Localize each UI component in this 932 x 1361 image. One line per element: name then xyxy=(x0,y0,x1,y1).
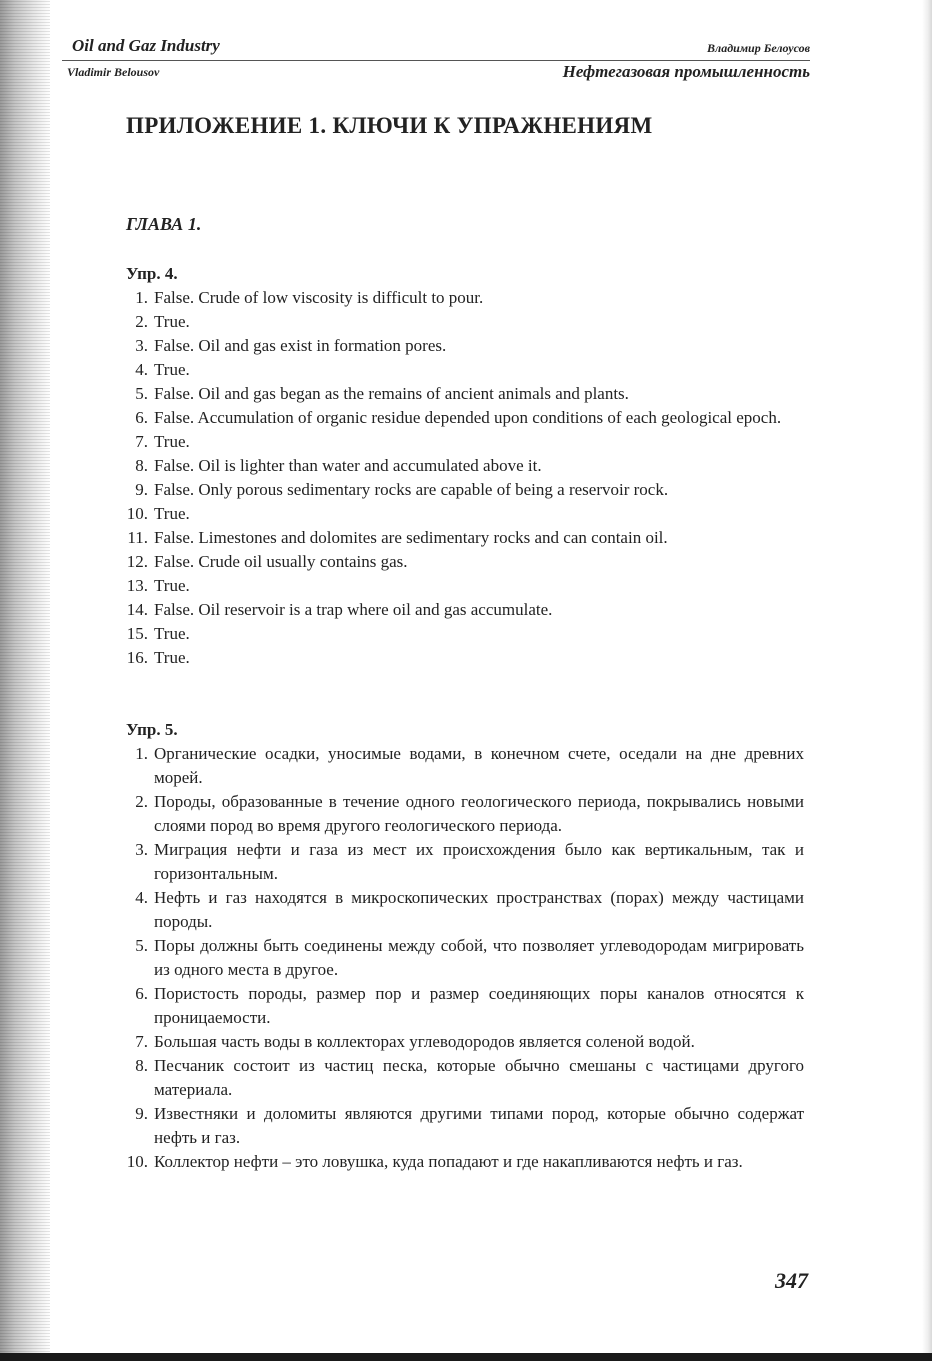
answer-item xyxy=(126,502,804,526)
answer-item xyxy=(126,526,804,550)
answer-text: True. xyxy=(154,624,190,643)
answer-number: 1. xyxy=(135,744,148,763)
answer-text: True. xyxy=(154,312,190,331)
answer-item xyxy=(126,310,804,334)
answer-item xyxy=(126,358,804,382)
answer-item xyxy=(126,454,804,478)
chapter-heading: ГЛАВА 1. xyxy=(126,214,202,234)
answer-number: 2. xyxy=(135,312,148,331)
answer-text: Пористость породы, размер пор и размер соединяющих поры каналов относятся к проницаемости. xyxy=(154,984,804,1027)
answer-text: Органические осадки, уносимые водами, в конечном счете, оседали на дне древних морей. xyxy=(154,744,804,787)
answer-text: True. xyxy=(154,576,190,595)
answer-number: 4. xyxy=(135,888,148,907)
answer-number: 7. xyxy=(135,1032,148,1051)
answer-list xyxy=(126,742,804,1174)
answer-item xyxy=(126,934,804,982)
answer-number: 2. xyxy=(135,792,148,811)
answer-item xyxy=(126,598,804,622)
answer-item xyxy=(126,430,804,454)
answer-text: False. Only porous sedimentary rocks are capable of being a reservoir rock. xyxy=(154,480,669,499)
appendix-title: ПРИЛОЖЕНИЕ 1. КЛЮЧИ К УПРАЖНЕНИЯМ xyxy=(126,113,653,138)
answer-number: 14. xyxy=(126,600,148,619)
answer-number: 13. xyxy=(126,576,148,595)
answer-item xyxy=(126,622,804,646)
answer-number: 10. xyxy=(126,1152,148,1171)
answer-text: True. xyxy=(154,360,190,379)
answer-text: False. Limestones and dolomites are sedimentary rocks and can contain oil. xyxy=(154,528,668,547)
answer-text: Миграция нефти и газа из мест их происхождения было как вертикальным, так и горизонтальным. xyxy=(154,840,804,883)
answer-number: 8. xyxy=(135,1056,148,1075)
scan-right-edge xyxy=(922,0,932,1361)
answer-item xyxy=(126,1030,804,1054)
answer-text: False. Accumulation of organic residue depended upon conditions of each geological epoch. xyxy=(154,408,782,427)
answer-text: Коллектор нефти – это ловушка, куда попадают и где накапливаются нефть и газ. xyxy=(154,1152,743,1171)
answer-list xyxy=(126,286,804,670)
answer-number: 1. xyxy=(135,288,148,307)
answer-text: Породы, образованные в течение одного геологического периода, покрывались новыми слоями пород во время другого геологического периода. xyxy=(154,792,804,835)
answer-number: 7. xyxy=(135,432,148,451)
answer-item xyxy=(126,478,804,502)
answer-item xyxy=(126,406,804,430)
answer-number: 10. xyxy=(126,504,148,523)
answer-text: Нефть и газ находятся в микроскопических пространствах (порах) между частицами породы. xyxy=(154,888,804,931)
answer-text: False. Crude oil usually contains gas. xyxy=(154,552,408,571)
answer-number: 8. xyxy=(135,456,148,475)
answer-text: False. Crude of low viscosity is difficult to pour. xyxy=(154,288,484,307)
answer-item xyxy=(126,382,804,406)
exercise-4 xyxy=(126,262,804,670)
answer-item xyxy=(126,838,804,886)
answer-number: 9. xyxy=(135,1104,148,1123)
answer-item xyxy=(126,646,804,670)
scan-binding-shadow xyxy=(0,0,50,1361)
header-book-title-ru: Нефтегазовая промышленность xyxy=(562,62,810,81)
answer-text: True. xyxy=(154,648,190,667)
exercise-5 xyxy=(126,718,804,1174)
answer-number: 6. xyxy=(135,408,148,427)
answer-item xyxy=(126,1102,804,1150)
answer-text: True. xyxy=(154,504,190,523)
answer-number: 3. xyxy=(135,840,148,859)
answer-text: Поры должны быть соединены между собой, что позволяет углеводородам мигрировать из одного места в другое. xyxy=(154,936,804,979)
answer-item xyxy=(126,1150,804,1174)
answer-item xyxy=(126,742,804,790)
answer-number: 4. xyxy=(135,360,148,379)
answer-text: False. Oil reservoir is a trap where oil and gas accumulate. xyxy=(154,600,553,619)
answer-number: 12. xyxy=(126,552,148,571)
answer-number: 6. xyxy=(135,984,148,1003)
answer-number: 5. xyxy=(135,936,148,955)
answer-text: Большая часть воды в коллекторах углеводородов является соленой водой. xyxy=(154,1032,695,1051)
answer-item xyxy=(126,886,804,934)
answer-number: 16. xyxy=(126,648,148,667)
answer-text: False. Oil and gas began as the remains of ancient animals and plants. xyxy=(154,384,629,403)
answer-item xyxy=(126,1054,804,1102)
exercise-title: Упр. 5. xyxy=(126,720,178,739)
header-author-ru: Владимир Белоусов xyxy=(707,41,810,55)
page-number: 347 xyxy=(775,1268,808,1293)
running-header-top xyxy=(62,34,810,61)
answer-text: False. Oil is lighter than water and accumulated above it. xyxy=(154,456,542,475)
answer-number: 5. xyxy=(135,384,148,403)
answer-item xyxy=(126,982,804,1030)
running-header-bottom xyxy=(62,62,810,84)
header-author-en: Vladimir Belousov xyxy=(67,65,160,79)
answer-text: False. Oil and gas exist in formation pores. xyxy=(154,336,447,355)
answer-item xyxy=(126,334,804,358)
answer-number: 9. xyxy=(135,480,148,499)
answer-number: 15. xyxy=(126,624,148,643)
exercise-title: Упр. 4. xyxy=(126,264,178,283)
scan-bottom-edge xyxy=(0,1353,932,1361)
answer-number: 11. xyxy=(127,528,148,547)
header-book-title: Oil and Gaz Industry xyxy=(72,36,220,55)
answer-item xyxy=(126,286,804,310)
answer-item xyxy=(126,550,804,574)
answer-text: Известняки и доломиты являются другими типами пород, которые обычно содержат нефть и газ. xyxy=(154,1104,804,1147)
answer-text: Песчаник состоит из частиц песка, которые обычно смешаны с частицами другого материала. xyxy=(154,1056,804,1099)
answer-number: 3. xyxy=(135,336,148,355)
answer-text: True. xyxy=(154,432,190,451)
answer-item xyxy=(126,790,804,838)
answer-item xyxy=(126,574,804,598)
